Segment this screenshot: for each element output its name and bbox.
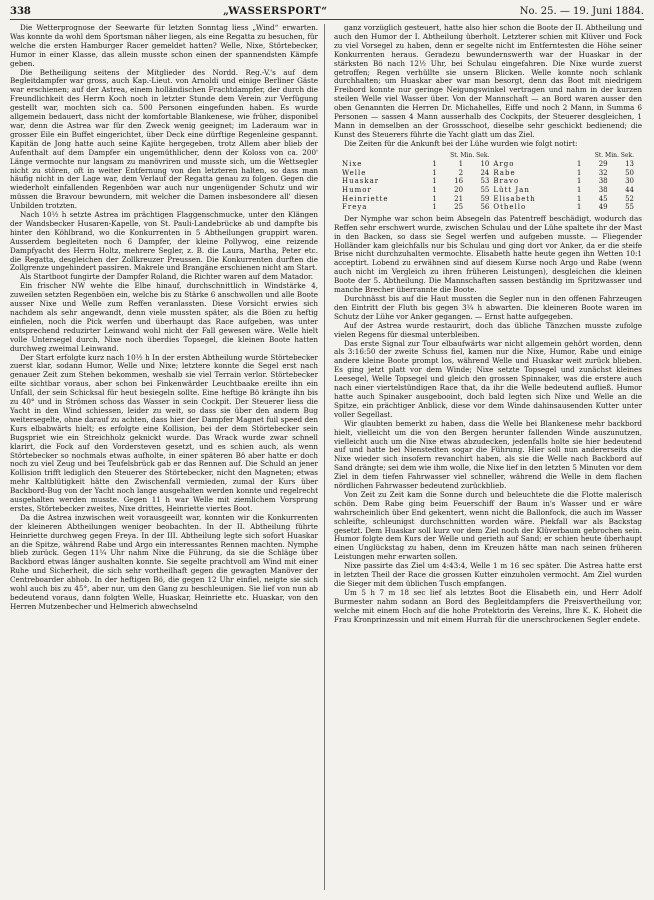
time-minutes: 38 xyxy=(598,186,608,195)
boat-name: Rabe xyxy=(493,168,516,177)
left-column xyxy=(10,24,318,892)
time-minutes: 49 xyxy=(598,203,608,212)
paragraph: Nixe passirte das Ziel um 4:43:4, Welle 1 m 16 sec später. Die Astrea hatte erst in letzten Theil der Race die grossen Kutter einzuholen vermocht. Am Ziel wurden die Sieger mit dem üblichen Tusch empfangen. xyxy=(334,561,642,588)
time-minutes: 21 xyxy=(454,194,464,203)
right-column xyxy=(334,24,642,892)
paragraph: Von Zeit zu Zeit kam die Sonne durch und beleuchtete die die Flotte malerisch schön. Dem Rabe ging beim Feuerschiff der Baum in's Wasser und er wäre wahrscheinlich über End gekentert, wenn nicht die Ballonfock, die auch im Wasser schleifte, schleunigst durchschnitten worden wäre. Piekfall war als Backstag gesetzt. Dem Huaskar soll kurz vor dem Ziel noch der Klüverbaum gebrochen sein. Humor folgte dem Kurs der Welle und gerieth auf Sand; er schien heute überhaupt einen Unglückstag zu haben, denn im Kreuzen hätte man nach seinen früheren Leistungen mehr erwarten sollen. xyxy=(334,489,642,562)
paragraph: Um 5 h 7 m 18 sec lief als letztes Boot die Elisabeth ein, und Herr Adolf Burmester nahm sodann an Bord des Begleitdampfers die Preisvertheilung vor, welche mit einem Hoch auf die hohe Protektorin des Vereins, Ihre K. K. Hoheit die Frau Kronprinzessin und mit einem Hurrah für die unerschrockenen Segler endete. xyxy=(334,587,642,624)
time-minutes: 25 xyxy=(454,203,464,212)
boat-name: Welle xyxy=(342,168,367,177)
time-seconds: 55 xyxy=(480,186,490,195)
boat-name: Nixe xyxy=(342,160,363,169)
paragraph: Wir glaubten bemerkt zu haben, dass die Welle bei Blankenese mehr backbord hielt, vielleicht um die von den Bergen herunter fallenden Winde auszunutzen, vielleicht auch um die Nixe etwas abzudecken, jedenfalls holte sie hier bedeutend auf und hatte bei Nienstedten sogar die Führung. Hier soll nun andererseits die Nixe wieder sich insofern revanchirt haben, als sie die Welle nach Backbord auf Sand drängte; sei dem wie ihm wolle, die Nixe lief in den letzten 5 Minuten vor dem Ziel in dem tiefen Fahrwasser viel schneller, während die Welle in dem flachen nördlichen Fahrwasser bedeutend zurückblieb. xyxy=(334,418,642,491)
table-row xyxy=(340,203,636,212)
paragraph: Die Zeiten für die Ankunft bei der Lühe wurden wie folgt notirt: xyxy=(344,138,578,148)
time-column-header: St. Min. Sek. xyxy=(450,151,490,159)
paragraph: Da die Astrea inzwischen weit vorausgeeilt war, konnten wir die Konkurrenten der kleineren Abtheilungen weniger beobachten. In der II. Abtheilung führte Heinriette durchweg gegen Freya. In der III. Abtheilung legte sich sofort Huaskar an die Spitze, während Rabe und Argo ein interessantes Rennen machten. Nymphe blieb zurück. Gegen 11¼ Uhr nahm Nixe die Führung, da sie die Schläge über Backbord etwas länger aushalten konnte. Sie segelte prachtvoll am Wind mit einer Ruhe und Sicherheit, die sich sehr vortheilhaft gegen die gewagten Manöver der Centreboarder abhob. In der heftigen Bö, die gegen 12 Uhr einfiel, neigte sie sich wohl auch bis zu 45°, aber nur, um den Gang zu beschleunigen. Sie lief von nun ab bedeutend voraus, dann folgten Welle, Huaskar, Heinriette etc. Huaskar, von den Herren Mutzenbecher und Helmerich abwechselnd xyxy=(10,512,318,611)
time-hours: 1 xyxy=(432,160,437,169)
time-hours: 1 xyxy=(576,194,582,203)
time-seconds: 10 xyxy=(480,160,490,169)
time-hours: 1 xyxy=(432,177,437,186)
time-hours: 1 xyxy=(576,168,582,177)
paragraph: Auf der Astrea wurde restaurirt, doch das übliche Tänzchen musste zufolge vielen Regens für diesmal unterbleiben. xyxy=(334,320,642,339)
time-hours: 1 xyxy=(432,194,437,203)
time-seconds: 30 xyxy=(625,177,634,186)
time-seconds: 13 xyxy=(625,160,634,169)
time-minutes: 20 xyxy=(454,186,464,195)
paragraph: Das erste Signal zur Tour elbaufwärts war nicht allgemein gehört worden, denn als 3:16:50 der zweite Schuss fiel, kamen nur die Nixe, Humor, Rabe und einige andere kleine Boote prompt los, während Welle und Huaskar weit zurück blieben. Es ging jetzt platt vor dem Winde; Nixe setzte Topsegel und zunächst kleines Leesegel, Welle Topsegel und gleich den grossen Spinnaker, was die erstere auch nach einer viertelstündigen Race that, da ihr die Welle bedeutend aufließ. Humor hatte auch Spinaker ausgebooint, doch bald legten sich Nixe und Welle an die Spitze, ein prächtiger Anblick, diese vor dem Winde dahinsausenden Kutter unter voller Segellast. xyxy=(334,338,642,419)
time-hours: 1 xyxy=(576,177,582,186)
journal-title: „WASSERSPORT“ xyxy=(223,5,328,17)
table-row xyxy=(340,169,636,178)
paragraph: Der Start erfolgte kurz nach 10½ h In der ersten Abtheilung wurde Störtebecker zuerst klar, sodann Humor, Welle und Nixe; letztere konnte die Segel erst nach genauer Zeit zum Stehen bekommen, weshalb sie viel Terrain verlor. Störtebecker eilte sichtbar voraus, aber schon bei Finkenwärder Leuchtbaake ereilte ihn ein Unfall, der sein Schicksal für heut besiegeln sollte. Eine heftige Bö krängte ihn bis zu 40° und in Strömen schoss das Wasser in sein Cockpit. Der Steuerer liess die Yacht in den Wind schiessen, leider zu weit, so dass sie über den andern Bug weitersegelte, ohne darauf zu achten, dass hier der Dampfer Magnet fuil speed den Kurs elbabwärts hielt; es erfolgte eine Kollision, bei der dem Störtebecker sein Bugspriet wie ein Streichholz geknickt wurde. Das Wrack wurde zwar schnell klarirt, die Fock auf den Vordersteven gesetzt, und es schien auch, als wenn Störtebecker so nochmals etwas aufholte, in einer späteren Bö aber hatte er doch noch zu viel Zeug und bei Teufelsbrück gab er das Rennen auf. Die Schuld an jener Kollision trifft lediglich den Steuerer des Störtebecker, nicht den Magneten; etwas mehr Kaltblütigkeit hätte den Zwischenfall vermieden, zumal der Kurs über Backbord-Bug von der Yacht noch lange ausgehalten werden konnte und regelrecht ausgehalten werden musste. Gegen 11 h war Welle mit ziemlichem Vorsprung erstes, Störtebecker zweites, Nixe drittes, Heinriette viertes Boot. xyxy=(10,352,318,513)
table-row xyxy=(340,195,636,204)
table-row xyxy=(340,186,636,195)
paragraph: ganz vorzüglich gesteuert, hatte also hier schon die Boote der II. Abtheilung und auch den Humor der I. Abtheilung überholt. Letzterer schien mit Klüver und Fock zu viel Vorsegel zu haben, denn er segelte nicht im Entferntesten die Höhe seiner Konkurrenten heraus. Geradezu bewundernswerth war der Huaskar in der stärksten Bö nach 12½ Uhr, bei Schulau eingefahren. Die Nixe wurde zuerst getroffen; Regen verhüllte sie unsern Blicken. Welle konnte noch schlank durchhalten; um Huaskar aber war man besorgt, denn das Boot mit niedrigem Freibord konnte nur geringe Neigungswinkel vertragen und nahm in der kurzen steilen Welle viel Wasser über. Von der Mannschaft — an Bord waren ausser den oben Genannten die Herren Dr. Michahelles, Eiffe und noch 2 Mann, in Summa 6 Personen — sassen 4 Mann ausserhalb des Cockpits, der Steuerer desgleichen, 1 Mann in demselben an der Grossschoot, dieselbe sehr geschickt bedienend; die Kunst des Steuerers führte die Yacht glatt um das Ziel. xyxy=(334,24,642,139)
time-hours: 1 xyxy=(576,203,582,212)
time-seconds: 55 xyxy=(625,203,634,212)
table-row xyxy=(340,160,636,169)
table-row xyxy=(340,177,636,186)
time-column-header: St. Min. Sek. xyxy=(594,151,634,159)
boat-name: Freya xyxy=(342,203,368,212)
time-minutes: 1 xyxy=(458,160,464,169)
time-hours: 1 xyxy=(432,203,437,212)
boat-name: Lütt Jan xyxy=(493,186,530,195)
boat-name: Bravo xyxy=(493,177,520,186)
boat-name: Elisabeth xyxy=(493,194,536,203)
boat-name: Heinriette xyxy=(342,194,389,203)
boat-name: Humor xyxy=(342,186,372,195)
time-seconds: 24 xyxy=(480,168,490,177)
paragraph: Nach 10½ h setzte Astrea im prächtigen Flaggenschmucke, unter den Klängen der Wandsbecker Husaren-Kapelle, von St. Pauli-Landebrücke ab und dampfte bis hinter den Köhlbrand, wo die Konkurrenten in 5 Abtheilungen gruppirt waren. Ausserdem begleiteten noch 6 Dampfer, der kleine Pollywog, eine reizende Dampfyacht des Herrn Holtz, mehrere Segler, z. B. die Laura, Martha, Peter etc. die Regatta, desgleichen der Zollkreuzer Preussen. Die Konkurrenten durften die Zollgrenze ungehindert passiren. Makrele und Brangäne erschienen nicht am Start. xyxy=(10,210,318,273)
time-seconds: 52 xyxy=(625,194,634,203)
boat-name: Othello xyxy=(493,203,527,212)
time-hours: 1 xyxy=(576,186,582,195)
time-minutes: 32 xyxy=(598,168,608,177)
arrival-times-table xyxy=(340,152,636,212)
time-minutes: 45 xyxy=(598,194,608,203)
time-minutes: 16 xyxy=(454,177,464,186)
time-minutes: 38 xyxy=(598,177,608,186)
paragraph: Ein frischer NW wehte die Elbe hinauf, durchschnittlich in Windstärke 4, zuweilen setzten Regenböen ein, welche bis zu Stärke 6 anschwollen und alle Boote ausser Nixe und Welle zum Reffen veranlassten. Diese Vorsicht erwies sich nachdem als sehr angewandt, denn viele mussten später, als die Böen zu heftig einfielen, noch die Pick werfen und überhaupt das Race aufgeben, was unter entsprechend reduzirter Leinwand wohl nicht der Fall gewesen wäre. Welle hielt volle Untersegel durch, Nixe noch überdies Topsegel, die kleinen Boote hatten durchweg zweimal Leinwand. xyxy=(10,281,318,353)
paragraph: Der Nymphe war schon beim Absegeln das Patentreff beschädigt, wodurch das Reffen sehr erschwert wurde, zwischen Schulau und der Lühe spaltete ihr der Mast in den Backen, so dass sie Segel werfen und aufgeben musste. — Fliegender Holländer kam gleichfalls nur bis Schulau und ging dort vor Anker, da er die steife Brise nicht durchzuhalten vermochte. Elisabeth hatte heute gegen ihn Wetten 10:1 acceptirt. Lobend zu erwähnen sind auf diesem Kurse noch Argo und Rabe (wenn auch nicht im Vergleich zu ihren früheren Leistungen), desgleichen die kleinen Boote der 5. Abtheilung. Die Mannschaften sassen beständig im Spritzwasser und manche Brecher überrannte die Boote. xyxy=(334,213,642,295)
paragraph: Als Startboot fungirte der Dampfer Roland, die Richter waren auf dem Matador. xyxy=(20,272,313,282)
time-seconds: 44 xyxy=(625,186,634,195)
paragraph: Die Betheiligung seitens der Mitglieder des Nordd. Reg.-V.'s auf dem Begleitdampfer war gross, auch Kap.-Lieut. von Arnoldi und einige Berliner Gäste war erschienen; auf der Astrea, einem holländischen Frachtdampfer, der durch die Freundlichkeit des Herrn Koch noch in letzter Stunde dem Verein zur Verfügung gestellt war, mochten sich ca. 500 Personen eingefunden haben. Es wurde allgemein bedauert, dass nicht der komfortable Blankenese, wie früher, disponibel war, denn die Astrea war für den Zweck wenig geeignet; im Laderaum war in grosser Eile ein Buffet eingerichtet, über Deck eine dürftige Regenleine gespannt. Kapitän de Jong hatte auch seine Kajüte hergegeben, trotz Allem aber blieb der Aufenthalt auf dem Dampfer ein ungemüthlicher, denn der Koloss von ca. 200' Länge vermochte nur langsam zu manövriren und musste sich, um die Wettsegler nicht zu stören, oft in weiter Entfernung von den letzteren halten, so dass man häufig nicht in der Lage war, dem Verlauf der Regatta genau zu folgen. Gegen die wiederholt einfallenden Regenböen war auch nur ungenügender Schutz und wir müssen die Bravour bewundern, mit welcher die Damen insbesondere all' diesen Unbilden trotzten. xyxy=(10,67,318,211)
issue-line: No. 25. — 19. Juni 1884. xyxy=(519,5,644,17)
boat-name: Argo xyxy=(493,160,515,169)
boat-name: Huaskar xyxy=(342,177,380,186)
paragraph: Die Wetterprognose der Seewarte für letzten Sonntag liess „Wind“ erwarten. Was konnte da wohl dem Sportsman näher liegen, als eine Regatta zu besuchen, für welche die ersten Hamburger Racer gemeldet hatten? Welle, Nixe, Störtebecker, Humor in einer Klasse, das allein musste schon einen der spannendsten Kämpfe geben. xyxy=(10,24,318,68)
time-hours: 1 xyxy=(576,160,582,169)
page-number: 338 xyxy=(10,5,31,17)
page-header xyxy=(10,3,644,20)
time-hours: 1 xyxy=(432,168,437,177)
time-seconds: 53 xyxy=(480,177,490,186)
paragraph: Durchnässt bis auf die Haut mussten die Segler nun in den offenen Fahrzeugen den Eintritt der Fluth bis gegen 3¼ h abwarten. Die kleineren Boote waren im Schutz der Lühe vor Anker gegangen. — Ernst hatte aufgegeben. xyxy=(334,294,642,321)
time-hours: 1 xyxy=(432,186,437,195)
time-seconds: 50 xyxy=(625,168,634,177)
time-minutes: 2 xyxy=(458,168,464,177)
time-seconds: 56 xyxy=(480,203,490,212)
time-seconds: 59 xyxy=(480,194,490,203)
column-divider xyxy=(324,24,325,890)
time-minutes: 29 xyxy=(598,160,608,169)
